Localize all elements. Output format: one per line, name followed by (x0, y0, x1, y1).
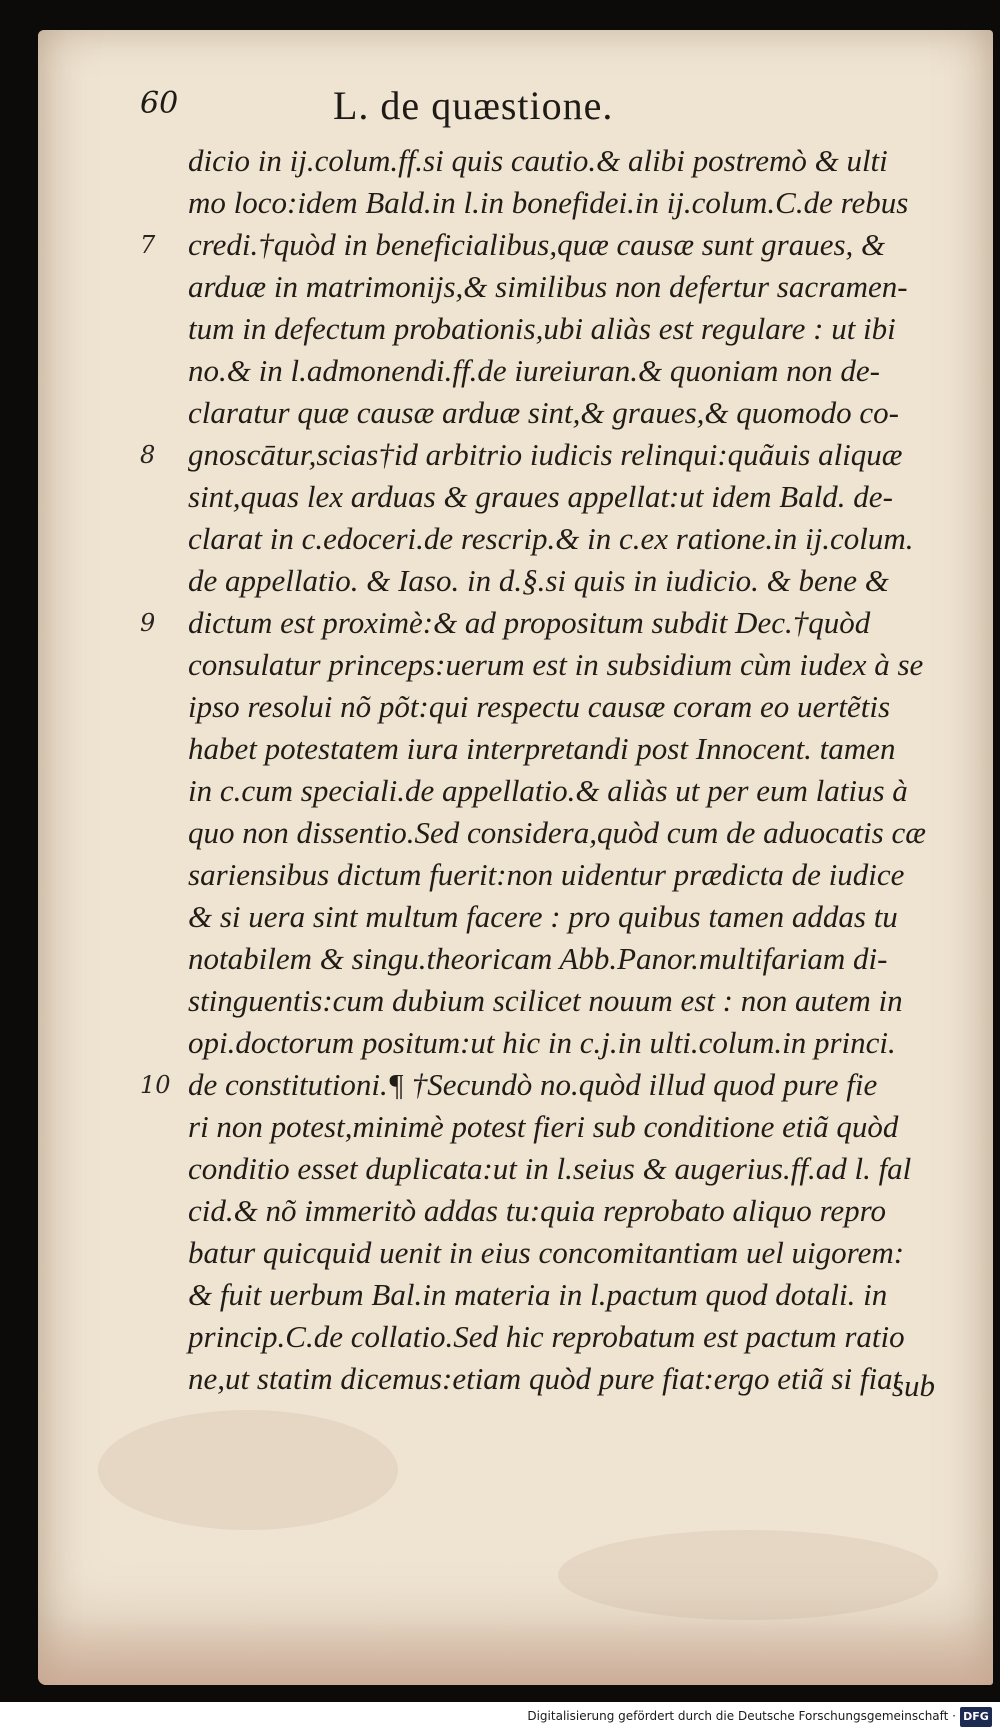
line-text: in c.cum speciali.de appellatio.& aliàs ut per eum latius à (188, 773, 908, 808)
line-text: ne,ut statim dicemus:etiam quòd pure fiat:ergo etiã si fiat (188, 1361, 902, 1396)
page-header (38, 82, 993, 132)
line-text: quo non dissentio.Sed considera,quòd cum de aduocatis cæ (188, 815, 926, 850)
text-line (188, 266, 968, 308)
text-line (188, 728, 968, 770)
line-text: sariensibus dictum fuerit:non uidentur prædicta de iudice (188, 857, 905, 892)
line-text: sint,quas lex arduas & graues appellat:ut idem Bald. de- (188, 479, 893, 514)
text-line (188, 686, 968, 728)
line-text: ipso resolui nõ põt:qui respectu causæ coram eo uertẽtis (188, 689, 891, 724)
line-text: de constitutioni.¶ †Secundò no.quòd illud quod pure fie (188, 1067, 878, 1102)
text-line (188, 1148, 968, 1190)
line-text: stinguentis:cum dubium scilicet nouum est : non autem in (188, 983, 903, 1018)
line-text: opi.doctorum positum:ut hic in c.j.in ulti.colum.in princi. (188, 1025, 896, 1060)
catchword: sub (891, 1368, 935, 1403)
text-line (188, 1022, 968, 1064)
text-line (188, 812, 968, 854)
margin-number: 8 (140, 441, 156, 469)
line-text: ri non potest,minimè potest fieri sub conditione etiã quòd (188, 1109, 899, 1144)
line-text: mo loco:idem Bald.in l.in bonefidei.in ij.colum.C.de rebus (188, 185, 909, 220)
text-line (188, 980, 968, 1022)
line-text: & si uera sint multum facere : pro quibus tamen addas tu (188, 899, 898, 934)
line-text: princip.C.de collatio.Sed hic reprobatum est pactum ratio (188, 1319, 905, 1354)
text-line (188, 896, 968, 938)
running-head: L. de quæstione. (333, 83, 614, 128)
text-line (188, 1232, 968, 1274)
text-line (188, 1106, 968, 1148)
paper-stain (98, 1410, 398, 1530)
line-text: no.& in l.admonendi.ff.de iureiuran.& quoniam non de- (188, 353, 880, 388)
paper-stain (558, 1530, 938, 1620)
text-line (188, 308, 968, 350)
margin-number: 7 (140, 231, 156, 259)
margin-number: 10 (140, 1071, 171, 1099)
text-line (188, 1274, 968, 1316)
footer-bar (0, 1702, 1000, 1734)
line-text: notabilem & singu.theoricam Abb.Panor.multifariam di- (188, 941, 888, 976)
text-line (188, 182, 968, 224)
text-line (188, 854, 968, 896)
text-line (188, 560, 968, 602)
line-text: consulatur princeps:uerum est in subsidium cùm iudex à se (188, 647, 924, 682)
text-line (188, 392, 968, 434)
text-line (188, 770, 968, 812)
text-line (188, 938, 968, 980)
page-number: 60 (140, 86, 179, 121)
line-text: dicio in ij.colum.ff.si quis cautio.& alibi postremò & ulti (188, 143, 888, 178)
text-line (188, 1190, 968, 1232)
margin-number: 9 (140, 609, 156, 637)
line-text: clarat in c.edoceri.de rescrip.& in c.ex ratione.in ij.colum. (188, 521, 914, 556)
dfg-logo: DFG (960, 1707, 992, 1727)
line-text: credi.†quòd in beneficialibus,quæ causæ sunt graues, & (188, 227, 886, 262)
text-line (188, 518, 968, 560)
line-text: gnoscātur,scias†id arbitrio iudicis relinqui:quãuis aliquæ (188, 437, 903, 472)
text-line (188, 1316, 968, 1358)
text-line (188, 644, 968, 686)
text-line (188, 476, 968, 518)
line-text: dictum est proximè:& ad propositum subdit Dec.†quòd (188, 605, 871, 640)
text-line (140, 434, 968, 476)
line-text: de appellatio. & Iaso. in d.§.si quis in iudicio. & bene & (188, 563, 889, 598)
line-text: conditio esset duplicata:ut in l.seius & augerius.ff.ad l. fal (188, 1151, 912, 1186)
line-text: & fuit uerbum Bal.in materia in l.pactum quod dotali. in (188, 1277, 888, 1312)
footer-credit: Digitalisierung gefördert durch die Deutsche Forschungsgemeinschaft · (527, 1709, 956, 1723)
line-text: tum in defectum probationis,ubi aliàs est regulare : ut ibi (188, 311, 896, 346)
book-page (38, 30, 993, 1685)
text-line (188, 1358, 968, 1400)
text-line (188, 350, 968, 392)
line-text: claratur quæ causæ arduæ sint,& graues,& quomodo co- (188, 395, 900, 430)
line-text: arduæ in matrimonijs,& similibus non defertur sacramen- (188, 269, 908, 304)
text-line (140, 1064, 968, 1106)
line-text: habet potestatem iura interpretandi post Innocent. tamen (188, 731, 896, 766)
line-text: cid.& nõ immeritò addas tu:quia reprobato aliquo repro (188, 1193, 887, 1228)
text-block (140, 140, 968, 1400)
text-line (188, 140, 968, 182)
text-line (140, 602, 968, 644)
line-text: batur quicquid uenit in eius concomitantiam uel uigorem: (188, 1235, 905, 1270)
text-line (140, 224, 968, 266)
